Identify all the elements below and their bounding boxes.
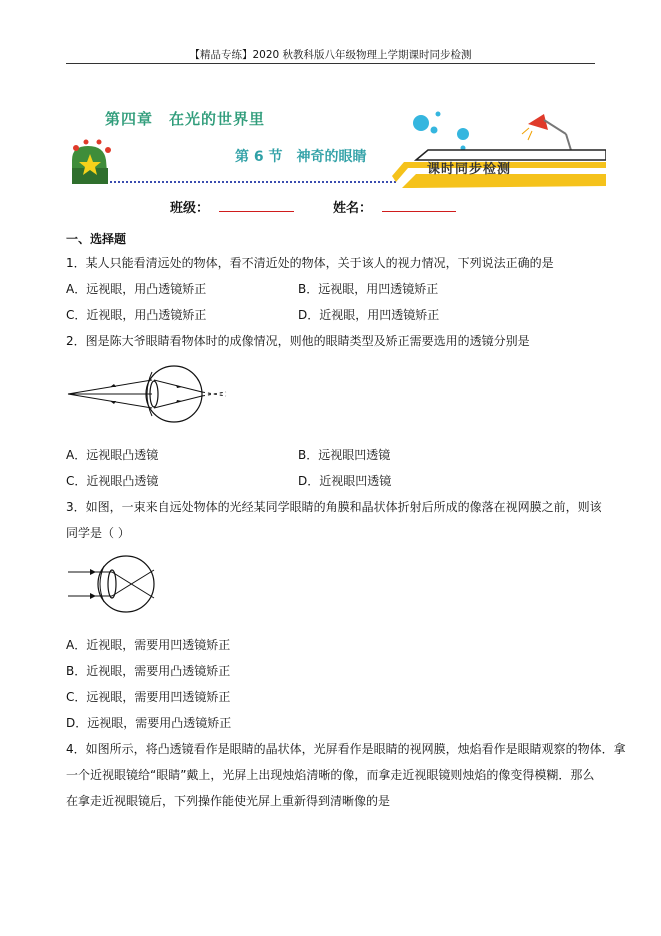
- question-4-stem-line1: 4．如图所示，将凸透镜看作是眼睛的晶状体，光屏看作是眼睛的视网膜，烛焰看作是眼睛观察的物体．拿: [66, 742, 626, 756]
- class-blank: [219, 211, 294, 212]
- name-blank: [382, 211, 456, 212]
- question-1-option-a: A．远视眼，用凸透镜矫正: [66, 282, 207, 296]
- question-2-option-c: C．近视眼凸透镜: [66, 474, 159, 488]
- class-label: 班级：: [170, 201, 210, 216]
- question-3-option-a: A．近视眼，需要用凹透镜矫正: [66, 638, 231, 652]
- banner-label: 课时同步检测: [427, 162, 512, 177]
- question-3-stem-line1: 3．如图，一束来自远处物体的光经某同学眼睛的角膜和晶状体折射后所成的像落在视网膜之前，则该: [66, 500, 602, 514]
- question-2-option-a: A．远视眼凸透镜: [66, 448, 159, 462]
- name-label: 姓名：: [333, 201, 373, 216]
- section-heading: 一、选择题: [66, 232, 127, 246]
- question-1-stem: 1．某人只能看清远处的物体，看不清近处的物体，关于该人的视力情况，下列说法正确的是: [66, 256, 554, 270]
- question-2-stem: 2．图是陈大爷眼睛看物体时的成像情况，则他的眼睛类型及矫正需要选用的透镜分别是: [66, 334, 530, 348]
- question-2-option-d: D．近视眼凹透镜: [298, 474, 392, 488]
- question-3-option-c: C．远视眼，需要用凹透镜矫正: [66, 690, 231, 704]
- question-3-stem-line2: 同学是（ ）: [66, 526, 130, 540]
- question-4-stem-line3: 在拿走近视眼镜后，下列操作能使光屏上重新得到清晰像的是: [66, 794, 391, 808]
- question-3-option-d: D．远视眼，需要用凸透镜矫正: [66, 716, 232, 730]
- bubbles-icon: [413, 112, 469, 151]
- page-header: 【精品专练】2020 秋教科版八年级物理上学期课时同步检测: [189, 49, 472, 61]
- question-3-option-b: B．近视眼，需要用凸透镜矫正: [66, 664, 231, 678]
- question-1-option-c: C．近视眼，用凸透镜矫正: [66, 308, 207, 322]
- question-2-option-b: B．远视眼凹透镜: [298, 448, 391, 462]
- section-title: 第 6 节 神奇的眼睛: [235, 149, 367, 165]
- header-rule: [66, 63, 595, 64]
- eye-diagram-farsighted: [66, 360, 236, 430]
- eye-diagram-nearsighted: [66, 552, 166, 622]
- question-4-stem-line2: 一个近视眼镜给“眼睛”戴上，光屏上出现烛焰清晰的像，而拿走近视眼镜则烛焰的像变得模糊．那么: [66, 768, 595, 782]
- question-1-option-d: D．近视眼，用凹透镜矫正: [298, 308, 440, 322]
- question-1-option-b: B．远视眼，用凹透镜矫正: [298, 282, 439, 296]
- star-badge-icon: [72, 140, 111, 185]
- chapter-title: 第四章 在光的世界里: [105, 110, 266, 128]
